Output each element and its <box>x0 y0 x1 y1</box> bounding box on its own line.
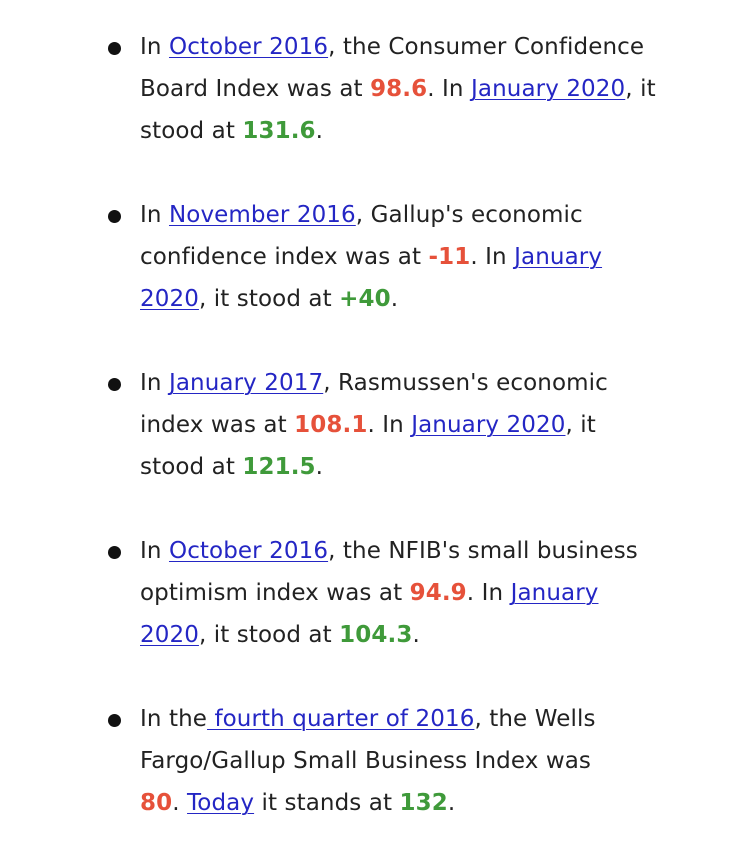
text-segment: . In <box>427 76 472 102</box>
later-value: +40 <box>339 286 391 312</box>
earlier-value: 80 <box>140 790 173 816</box>
text-segment: . In <box>470 244 515 270</box>
text-segment: . In <box>367 412 412 438</box>
text-segment: In <box>140 370 169 396</box>
list-item-text <box>140 698 660 824</box>
text-segment: , it stood at <box>140 412 596 480</box>
text-segment: , the Consumer Confidence Board Index was at <box>140 34 645 102</box>
date-link-today[interactable]: Today <box>187 790 255 816</box>
text-segment: In <box>140 202 169 228</box>
text-segment: , Gallup's economic confidence index was at <box>140 202 583 270</box>
text-segment: , it stood at <box>198 622 340 648</box>
date-link-fourth-quarter-2016[interactable]: fourth quarter of 2016 <box>207 706 475 732</box>
bullet-list <box>0 26 750 866</box>
text-segment: In <box>140 538 169 564</box>
list-item-text <box>140 26 660 152</box>
date-link-january-2020[interactable]: January 2020 <box>140 244 603 312</box>
list-item-text <box>140 362 660 488</box>
text-segment: it stands at <box>254 790 400 816</box>
date-link-january-2020[interactable]: January 2020 <box>411 412 566 438</box>
later-value: 104.3 <box>339 622 413 648</box>
text-segment: In the <box>140 706 208 732</box>
text-segment: . <box>315 454 324 480</box>
date-link-october-2016[interactable]: October 2016 <box>168 538 329 564</box>
date-link-october-2016[interactable]: October 2016 <box>168 34 329 60</box>
text-segment: . <box>390 286 399 312</box>
text-segment: , the Wells Fargo/Gallup Small Business Index was <box>140 706 596 774</box>
text-segment: . <box>447 790 456 816</box>
text-segment: In <box>140 34 169 60</box>
list-item-rasmussen-index <box>0 362 750 488</box>
bullet-icon <box>108 378 121 391</box>
text-segment: . <box>412 622 420 648</box>
list-item-text <box>140 530 660 656</box>
list-item-wells-fargo-index <box>0 698 750 824</box>
list-item-nfib-optimism <box>0 530 750 656</box>
text-segment: , Rasmussen's economic index was at <box>140 370 608 438</box>
bullet-icon <box>108 546 121 559</box>
date-link-january-2020[interactable]: January 2020 <box>140 580 599 648</box>
bullet-icon <box>108 210 121 223</box>
text-segment: , the NFIB's small business optimism index was at <box>140 538 638 606</box>
list-item-consumer-confidence <box>0 26 750 152</box>
date-link-january-2020[interactable]: January 2020 <box>471 76 626 102</box>
text-segment: . <box>172 790 188 816</box>
bullet-icon <box>108 42 121 55</box>
text-segment: , it stood at <box>140 76 656 144</box>
list-item-gallup-confidence <box>0 194 750 320</box>
date-link-january-2017[interactable]: January 2017 <box>168 370 324 396</box>
earlier-value: 108.1 <box>294 412 368 438</box>
list-item-text <box>140 194 660 320</box>
text-segment: , it stood at <box>198 286 340 312</box>
text-segment: . <box>315 118 324 144</box>
bullet-icon <box>108 714 121 727</box>
text-segment: . In <box>466 580 511 606</box>
date-link-november-2016[interactable]: November 2016 <box>168 202 356 228</box>
earlier-value: 94.9 <box>409 580 467 606</box>
later-value: 131.6 <box>242 118 316 144</box>
earlier-value: -11 <box>428 244 471 270</box>
earlier-value: 98.6 <box>370 76 428 102</box>
later-value: 132 <box>399 790 448 816</box>
later-value: 121.5 <box>242 454 316 480</box>
